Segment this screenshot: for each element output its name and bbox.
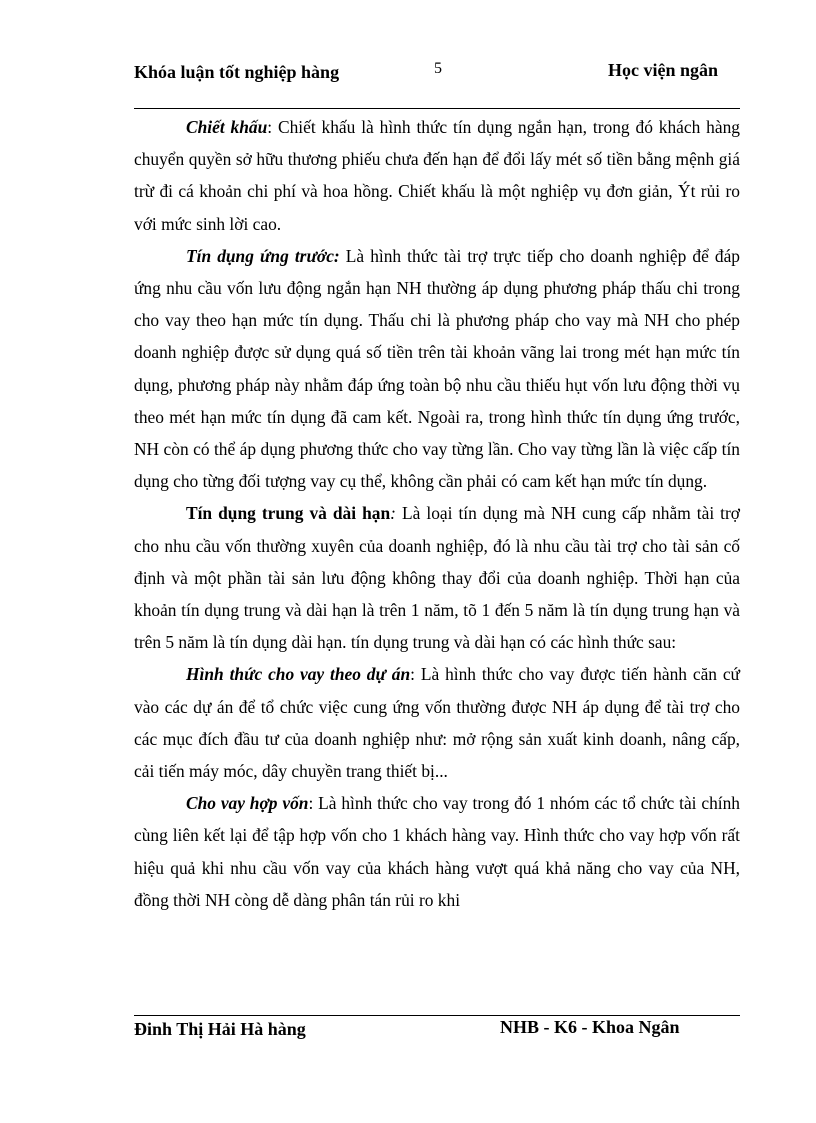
paragraph-text: Là loại tín dụng mà NH cung cấp nhằm tài trợ cho nhu cầu vốn thường xuyên của doanh nghiệp, đó là nhu cầu tài trợ cho tài sản cố định và một phần tài sản lưu động không thay đổi của doanh nghiệp. Thời hạn của khoản tín dụng trung và dài hạn là trên 1 năm, tõ 1 đến 5 năm là tín dụng trung hạn và trên 5 năm là tín dụng dài hạn. tín dụng trung và dài hạn có các hình thức sau: bbox=[134, 503, 740, 653]
term-cho-vay-hop-von: Cho vay hợp vốn bbox=[186, 793, 309, 814]
term-separator: : bbox=[308, 793, 314, 814]
term-tin-dung-ung-truoc: Tín dụng ứng trước: bbox=[186, 245, 340, 266]
paragraph-tin-dung-trung-dai-han bbox=[134, 497, 740, 658]
footer-rule bbox=[134, 1015, 740, 1016]
header-right-title: Học viện ngân bbox=[607, 60, 718, 80]
paragraph-cho-vay-hop-von bbox=[134, 787, 740, 916]
term-tin-dung-trung-dai-han: Tín dụng trung và dài hạn bbox=[186, 503, 391, 524]
header-rule bbox=[134, 108, 740, 109]
page-number: 5 bbox=[434, 60, 442, 77]
term-cho-vay-du-an: Hình thức cho vay theo dự án bbox=[186, 664, 411, 685]
page-footer bbox=[134, 1017, 740, 1067]
footer-class: NHB - K6 - Khoa Ngân bbox=[500, 1017, 680, 1037]
paragraph-text: Là hình thức tài trợ trực tiếp cho doanh nghiệp để đáp ứng nhu cầu vốn lưu động ngắn hạn NH thường áp dụng phương pháp thấu chi trong cho vay theo hạn mức tín dụng. Thấu chi là phương pháp cho vay mà NH cho phép doanh nghiệp được sử dụng quá số tiền trên tài khoản vãng lai trong mét hạn mức tín dụng, phương pháp này nhằm đáp ứng toàn bộ nhu cầu thiếu hụt vốn lưu động thời vụ theo mét hạn mức tín dụng đã cam kết. Ngoài ra, trong hình thức tín dụng ứng trước, NH còn có thể áp dụng phương thức cho vay từng lần. Cho vay từng lần là việc cấp tín dụng cho từng đối tượng vay cụ thể, không cần phải có cam kết hạn mức tín dụng. bbox=[134, 245, 740, 492]
paragraph-chiet-khau bbox=[134, 111, 740, 240]
paragraph-tin-dung-ung-truoc bbox=[134, 240, 740, 498]
paragraph-text: Chiết khấu là hình thức tín dụng ngắn hạn, trong đó khách hàng chuyển quyền sở hữu thương phiếu chưa đến hạn để đổi lấy mét số tiền bằng mệnh giá trừ đi cá khoản chi phí và hoa hồng. Chiết khấu là một nghiệp vụ đơn giản, Ýt rủi ro với mức sinh lời cao. bbox=[134, 117, 740, 234]
paragraph-text: Là hình thức cho vay trong đó 1 nhóm các tổ chức tài chính cùng liên kết lại để tập hợp vốn cho 1 khách hàng vay. Hình thức cho vay hợp vốn rất hiệu quả khi nhu cầu vốn vay của khách hàng vượt quá khả năng cho vay của NH, đồng thời NH còng dễ dàng phân tán rủi ro khi bbox=[134, 793, 740, 910]
term-separator: : bbox=[410, 664, 415, 685]
term-separator: : bbox=[390, 503, 396, 524]
header-left-title: Khóa luận tốt nghiệp hàng bbox=[134, 62, 340, 82]
document-body bbox=[134, 111, 740, 916]
term-chiet-khau: Chiết khấu bbox=[186, 117, 268, 137]
term-separator: : bbox=[267, 117, 273, 137]
paragraph-cho-vay-du-an bbox=[134, 658, 740, 787]
footer-author: Đinh Thị Hải Hà hàng bbox=[134, 1019, 306, 1039]
paragraph-text: Là hình thức cho vay được tiến hành căn cứ vào các dự án để tổ chức việc cung ứng vốn thường được NH áp dụng để tài trợ cho các mục đích đầu tư của doanh nghiệp như: mở rộng sản xuất kinh doanh, nâng cấp, cải tiến máy móc, dây chuyền trang thiết bị... bbox=[134, 664, 740, 782]
page-header bbox=[134, 60, 740, 110]
